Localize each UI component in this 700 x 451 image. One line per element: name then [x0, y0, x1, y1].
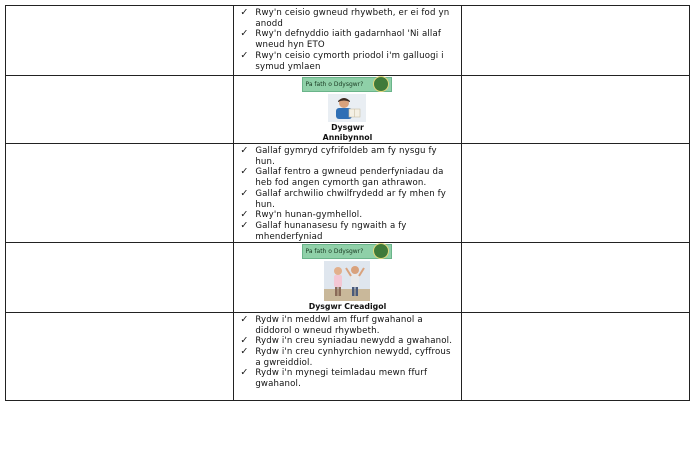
- learner-card-creative: [302, 244, 392, 312]
- checkmark-icon: ✓: [240, 313, 249, 325]
- checkmark-icon: ✓: [240, 219, 249, 231]
- list-item: ✓ Rwy'n defnyddio iaith gadarnhaol 'Ni allaf wneud hyn ETO: [240, 28, 442, 51]
- table-row: [6, 6, 690, 76]
- children-playing-photo-icon: [324, 261, 370, 301]
- table-cell-empty: [6, 312, 234, 400]
- card-banner: Pa fath o Ddysgwr?: [302, 244, 392, 259]
- card-caption: Dysgwr Creadigol: [308, 302, 387, 312]
- checklist: [234, 6, 460, 72]
- table-cell-empty: [6, 243, 234, 313]
- checkmark-icon: ✓: [240, 7, 249, 18]
- table-cell-empty: [461, 6, 689, 76]
- content-table: [5, 5, 690, 401]
- table-cell-bullets: [234, 312, 461, 400]
- checkmark-icon: ✓: [240, 49, 249, 61]
- checkmark-icon: ✓: [240, 166, 249, 178]
- table-cell-bullets: [234, 6, 461, 76]
- checklist: [234, 144, 460, 242]
- checklist: [234, 313, 460, 390]
- list-item: ✓ Gallaf archwilio chwilfrydedd ar fy mhen fy hun.: [240, 187, 446, 210]
- list-item: ✓ Rydw i'n creu syniadau newydd a gwahanol.: [240, 335, 453, 347]
- list-item: ✓ Gallaf hunanasesu fy ngwaith a fy mhenderfyniad: [240, 219, 407, 242]
- school-logo-icon: [373, 76, 389, 92]
- checkmark-icon: ✓: [240, 367, 249, 379]
- table-cell-empty: [6, 6, 234, 76]
- checkmark-icon: ✓: [240, 209, 249, 221]
- list-item: ✓ Rwy'n hunan-gymhellol.: [240, 209, 363, 221]
- table-cell-empty: [461, 243, 689, 313]
- list-item: ✓ Gallaf gymryd cyfrifoldeb am fy nysgu fy hun.: [240, 145, 437, 167]
- list-item: ✓ Gallaf fentro a gwneud penderfyniadau da heb fod angen cymorth gan athrawon.: [240, 166, 444, 189]
- table-cell-empty: [6, 76, 234, 144]
- table-cell-card: [234, 76, 461, 144]
- list-item: ✓ Rydw i'n mynegi teimladau mewn ffurf gwahanol.: [240, 367, 428, 390]
- checkmark-icon: ✓: [240, 335, 249, 347]
- card-caption: Dysgwr Annibynnol: [322, 123, 373, 142]
- checkmark-icon: ✓: [240, 345, 249, 357]
- table-cell-bullets: [234, 144, 461, 243]
- list-item: ✓ Rwy'n ceisio gwneud rhywbeth, er ei fod yn anodd: [240, 7, 450, 29]
- school-logo-icon: [373, 243, 389, 259]
- table-cell-empty: [6, 144, 234, 243]
- table-row: [6, 144, 690, 243]
- card-banner: Pa fath o Ddysgwr?: [302, 77, 392, 92]
- table-row: [6, 76, 690, 144]
- table-row: [6, 312, 690, 400]
- table-cell-empty: [461, 312, 689, 400]
- child-reading-photo-icon: [328, 94, 366, 122]
- checkmark-icon: ✓: [240, 145, 249, 156]
- checkmark-icon: ✓: [240, 187, 249, 199]
- list-item: ✓ Rwy'n ceisio cymorth priodol i'm galluogi i symud ymlaen: [240, 49, 444, 72]
- list-item: ✓ Rydw i'n meddwl am ffurf gwahanol a diddorol o wneud rhywbeth.: [240, 313, 423, 336]
- table-cell-card: [234, 243, 461, 313]
- table-cell-empty: [461, 144, 689, 243]
- list-item: ✓ Rydw i'n creu cynhyrchion newydd, cyffrous a gwreiddiol.: [240, 345, 451, 368]
- learner-card-independent: [302, 77, 392, 142]
- checkmark-icon: ✓: [240, 28, 249, 40]
- table-cell-empty: [461, 76, 689, 144]
- table-row: [6, 243, 690, 313]
